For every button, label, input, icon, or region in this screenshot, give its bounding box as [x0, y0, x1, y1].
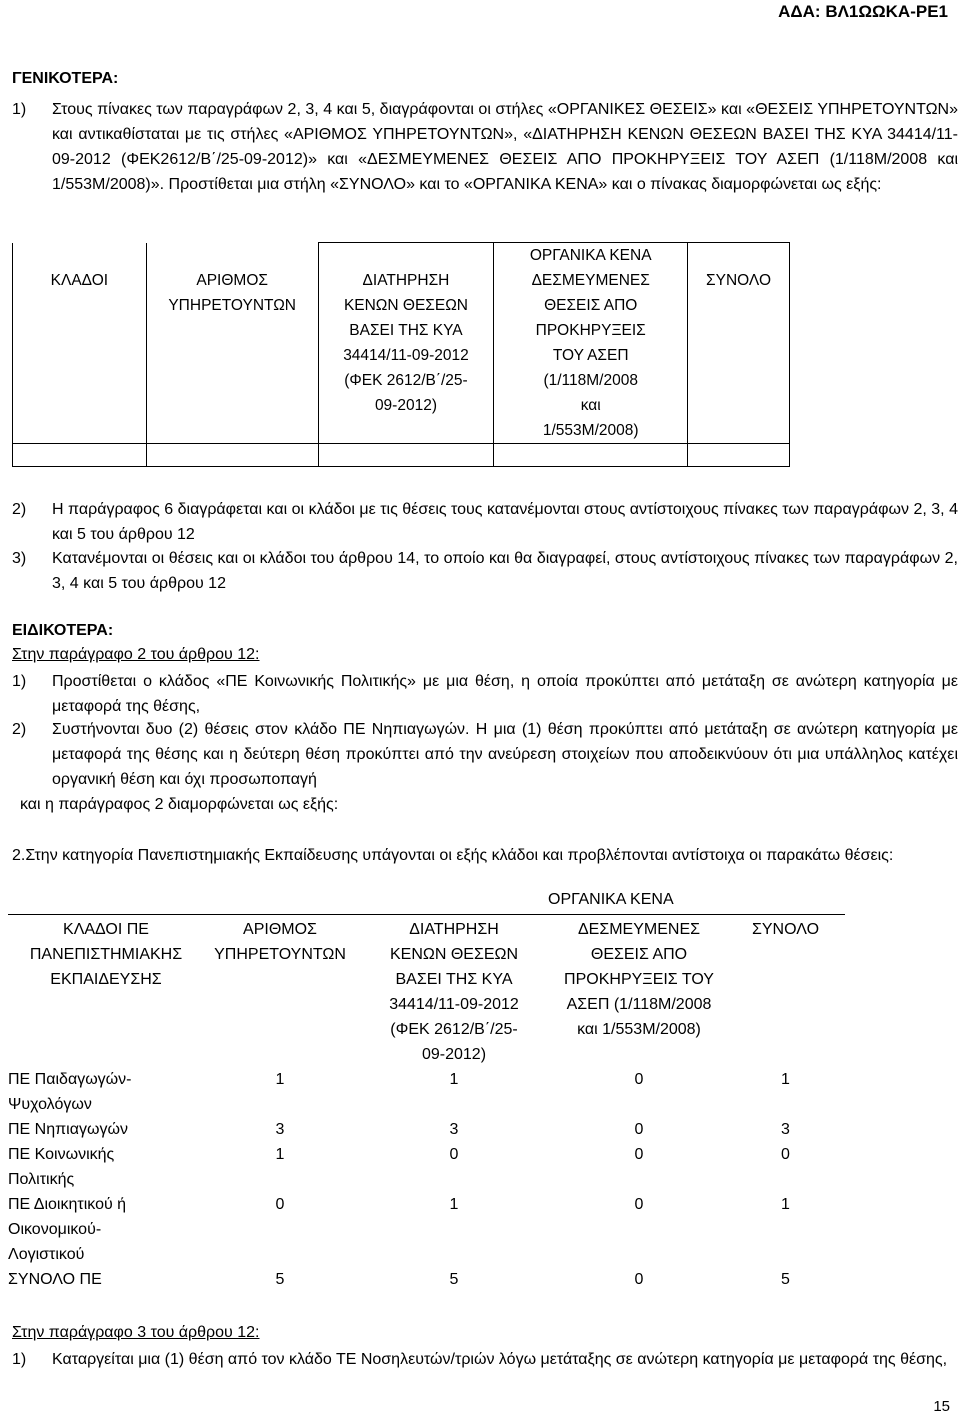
specific-closing: και η παράγραφος 2 διαμορφώνεται ως εξής: [20, 796, 339, 813]
table-1-group-header: ΟΡΓΑΝΙΚΑ ΚΕΝΑ [494, 243, 688, 269]
cell-value: 0 [634, 1121, 644, 1138]
item-number: 1) [12, 101, 27, 118]
cell-value: 0 [275, 1196, 285, 1213]
cell-value: 1 [275, 1071, 285, 1088]
row-label: ΠΕ Παιδαγωγών- Ψυχολόγων [8, 1071, 132, 1113]
row-label: ΠΕ Διοικητικού ή Οικονομικού- Λογιστικού [8, 1196, 127, 1263]
table-2-header-diatirisi: ΔΙΑΤΗΡΗΣΗ ΚΕΝΩΝ ΘΕΣΕΩΝ ΒΑΣΕΙ ΤΗΣ ΚΥΑ 34414/11-09-2012 (ΦΕΚ 2612/Β΄/25- 09-2012) [389, 921, 519, 1063]
table-row [8, 1142, 845, 1192]
cell-value: 0 [634, 1071, 644, 1088]
table-2-header-desmevmenes: ΔΕΣΜΕΥΜΕΝΕΣ ΘΕΣΕΙΣ ΑΠΟ ΠΡΟΚΗΡΥΞΕΙΣ ΤΟΥ ΑΣΕΠ (1/118Μ/2008 και 1/553Μ/2008) [564, 921, 714, 1038]
cell-value: 0 [449, 1146, 459, 1163]
cell-value: 1 [781, 1071, 790, 1088]
table-2-group-header: ΟΡΓΑΝΙΚΑ ΚΕΝΑ [548, 891, 674, 908]
cell-value: 1 [449, 1071, 459, 1088]
table-1-empty-row [13, 444, 790, 467]
table-1 [12, 242, 790, 467]
specific-heading: ΕΙΔΙΚΟΤΕΡΑ: [12, 622, 114, 639]
page-number: 15 [933, 1398, 950, 1415]
cell-value: 5 [275, 1271, 285, 1288]
table-1-header-synolo: ΣΥΝΟΛΟ [688, 268, 790, 444]
table-1-header-diatirisi: ΔΙΑΤΗΡΗΣΗ ΚΕΝΩΝ ΘΕΣΕΩΝ ΒΑΣΕΙ ΤΗΣ ΚΥΑ 34414/11-09-2012 (ΦΕΚ 2612/Β΄/25- 09-2012) [318, 268, 494, 444]
table-1-header-kladoi: ΚΛΑΔΟΙ [13, 243, 147, 444]
cell-value: 0 [634, 1271, 644, 1288]
specific-subheading: Στην παράγραφο 2 του άρθρου 12: [12, 646, 260, 663]
specific-paragraph-2: 2.Στην κατηγορία Πανεπιστημιακής Εκπαίδευσης υπάγονται οι εξής κλάδοι και προβλέπονται αντίστοιχα οι παρακάτω θέσεις: [12, 847, 894, 864]
table-1-header-arithmos: ΑΡΙΘΜΟΣ ΥΠΗΡΕΤΟΥΝΤΩΝ [146, 243, 318, 444]
ada-code: ΑΔΑ: ΒΛ1ΩΩΚΑ-ΡΕ1 [778, 2, 948, 21]
cell-value: 3 [449, 1121, 459, 1138]
table-2 [8, 915, 845, 1292]
table-2-header-arithmos: ΑΡΙΘΜΟΣ ΥΠΗΡΕΤΟΥΝΤΩΝ [214, 921, 346, 963]
cell-value: 3 [781, 1121, 790, 1138]
cell-value: 1 [275, 1146, 285, 1163]
general-heading: ΓΕΝΙΚΟΤΕΡΑ: [12, 70, 119, 87]
cell-value: 3 [275, 1121, 285, 1138]
cell-value: 0 [634, 1196, 644, 1213]
table-row [8, 1192, 845, 1267]
cell-value: 0 [634, 1146, 644, 1163]
cell-value: 1 [449, 1196, 459, 1213]
table-row [8, 1267, 845, 1292]
item-text: Στους πίνακες των παραγράφων 2, 3, 4 και 5, διαγράφονται οι στήλες «ΟΡΓΑΝΙΚΕΣ ΘΕΣΕΙΣ» και «ΘΕΣΕΙΣ ΥΠΗΡΕΤΟΥΝΤΩΝ» και αντικαθίσταται με τις στήλες «ΑΡΙΘΜΟΣ ΥΠΗΡΕΤΟΥΝΤΩΝ», «ΔΙΑΤΗΡΗΣΗ ΚΕΝΩΝ ΘΕΣΕΩΝ ΒΑΣΕΙ ΤΗΣ ΚΥΑ 34414/11-09-2012 (ΦΕΚ2612/Β΄/25-09-2012)» και «ΔΕΣΜΕΥΜΕΝΕΣ ΘΕΣΕΙΣ ΑΠΟ ΠΡΟΚΗΡΥΞΕΙΣ ΤΟΥ ΑΣΕΠ (1/118Μ/2008 και 1/553Μ/2008)». Προστίθεται μια στήλη «ΣΥΝΟΛΟ» και το «ΟΡΓΑΝΙΚΑ ΚΕΝΑ» και ο πίνακας διαμορφώνεται ως εξής: [52, 101, 958, 193]
table-1-header-desmevmenes: ΔΕΣΜΕΥΜΕΝΕΣ ΘΕΣΕΙΣ ΑΠΟ ΠΡΟΚΗΡΥΞΕΙΣ ΤΟΥ ΑΣΕΠ (1/118Μ/2008 και 1/553Μ/2008) [494, 268, 688, 444]
cell-value: 5 [449, 1271, 459, 1288]
cell-value: 5 [781, 1271, 790, 1288]
cell-value: 1 [781, 1196, 790, 1213]
table-2-header-row [8, 915, 845, 1067]
table-2-header-kladoi: ΚΛΑΔΟΙ ΠΕ ΠΑΝΕΠΙΣΤΗΜΙΑΚΗΣ ΕΚΠΑΙΔΕΥΣΗΣ [29, 921, 183, 988]
row-label: ΣΥΝΟΛΟ ΠΕ [8, 1271, 102, 1288]
table-row [8, 1117, 845, 1142]
table-row [8, 1067, 845, 1117]
row-label: ΠΕ Νηπιαγωγών [8, 1121, 128, 1138]
row-label: ΠΕ Κοινωνικής Πολιτικής [8, 1146, 115, 1188]
cell-value: 0 [781, 1146, 790, 1163]
specific-subheading-2: Στην παράγραφο 3 του άρθρου 12: [12, 1324, 260, 1341]
table-2-header-synolo: ΣΥΝΟΛΟ [751, 921, 820, 938]
